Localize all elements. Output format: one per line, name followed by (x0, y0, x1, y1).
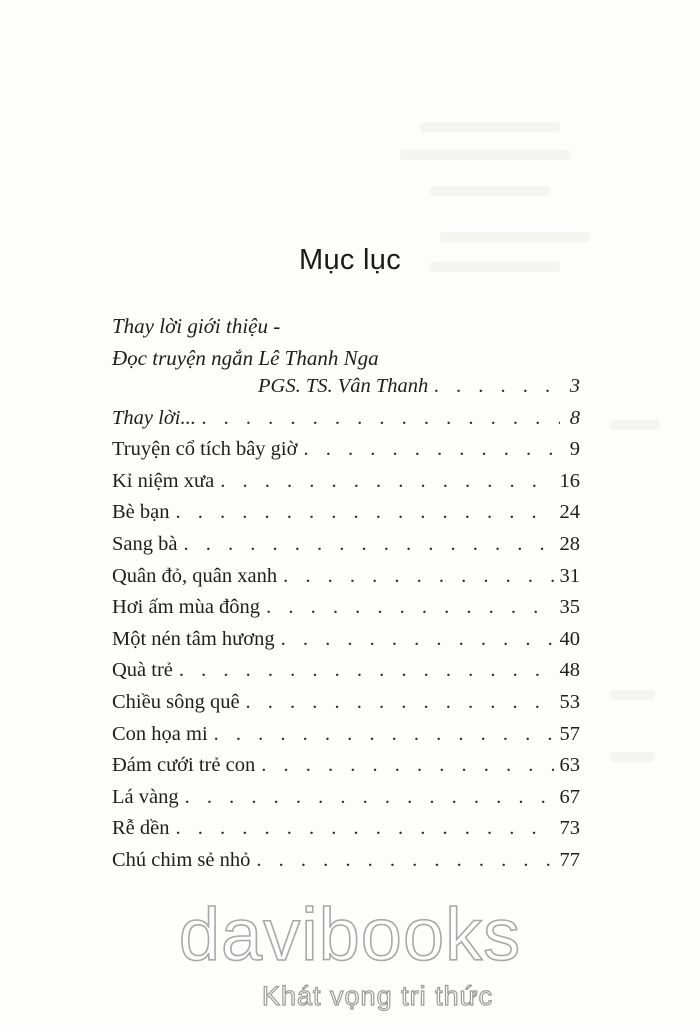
toc-entry[interactable] (112, 533, 580, 565)
toc-entry-page: 24 (559, 501, 580, 524)
dot-leader (176, 817, 554, 840)
dot-leader (281, 628, 554, 651)
toc-entry-title: Truyện cổ tích bây giờ (112, 438, 298, 461)
toc-entry-title: Chiều sông quê (112, 690, 240, 713)
dot-leader (214, 723, 554, 746)
toc-entry[interactable] (112, 596, 580, 628)
toc-entry-page: 40 (559, 627, 580, 650)
bleed-through-mark (610, 420, 660, 430)
dot-leader (185, 786, 554, 809)
bleed-through-mark (400, 150, 570, 160)
toc-entry[interactable] (112, 659, 580, 691)
toc-entry-page: 48 (559, 659, 580, 682)
page-title: Mục lục (298, 244, 401, 276)
toc-entry-title: Thay lời... (112, 406, 196, 429)
toc-entry-title: Một nén tâm hương (112, 627, 275, 650)
toc-entry[interactable] (112, 375, 580, 407)
watermark-slogan: Khát vọng tri thức (262, 981, 494, 1011)
toc-entry-page: 9 (569, 438, 580, 461)
dot-leader (256, 849, 553, 872)
dot-leader (179, 659, 554, 682)
toc-entry-title: Con họa mi (112, 722, 208, 745)
toc-entry[interactable] (112, 786, 580, 818)
bleed-through-mark (430, 186, 550, 196)
dot-leader (202, 407, 560, 430)
dot-leader (220, 470, 553, 493)
toc-entry[interactable] (112, 849, 580, 881)
toc-entry-title: Sang bà (112, 532, 178, 555)
toc-entry-page: 57 (559, 722, 580, 745)
toc-entry[interactable] (112, 501, 580, 533)
dot-leader (183, 533, 553, 556)
toc-entry-title: PGS. TS. Vân Thanh (258, 375, 429, 397)
toc-entry[interactable] (112, 691, 580, 723)
intro-heading (112, 311, 582, 375)
toc-entry-title: Rễ dền (112, 817, 170, 840)
toc-entry-page: 53 (559, 690, 580, 713)
toc-entry-title: Hơi ấm mùa đông (112, 596, 261, 619)
toc-entry-title: Bè bạn (112, 501, 170, 524)
toc-entry-page: 3 (569, 375, 580, 397)
toc-entry-title: Quà trẻ (112, 659, 173, 682)
bleed-through-mark (420, 122, 560, 132)
toc-entry-page: 77 (559, 848, 580, 871)
dot-leader (303, 438, 560, 461)
watermark-brand: davibooks (178, 893, 522, 976)
toc-entry[interactable] (112, 438, 580, 470)
toc-entry[interactable] (112, 754, 580, 786)
dot-leader (261, 754, 553, 777)
toc-entry[interactable] (112, 817, 580, 849)
table-of-contents (112, 311, 580, 881)
dot-leader (246, 691, 554, 714)
toc-entry[interactable] (112, 470, 580, 502)
intro-line: Thay lời giới thiệu - (112, 314, 281, 338)
bleed-through-mark (440, 232, 590, 242)
toc-entry-page: 35 (559, 596, 580, 619)
toc-entry-page: 63 (559, 754, 580, 777)
dot-leader (266, 596, 553, 619)
toc-entry-page: 31 (559, 564, 580, 587)
toc-entry-page: 73 (559, 817, 580, 840)
toc-entry[interactable] (112, 723, 580, 755)
toc-entry-title: Quân đỏ, quân xanh (112, 564, 278, 587)
toc-entry[interactable] (112, 628, 580, 660)
toc-entry-title: Kỉ niệm xưa (112, 469, 215, 492)
toc-entry[interactable] (112, 407, 580, 439)
toc-entry-title: Đám cưới trẻ con (112, 754, 256, 777)
toc-entry-page: 8 (569, 406, 580, 429)
intro-line: Đọc truyện ngắn Lê Thanh Nga (112, 346, 379, 370)
bleed-through-mark (610, 690, 655, 700)
dot-leader (176, 501, 554, 524)
toc-entry-title: Chú chim sẻ nhỏ (112, 848, 251, 871)
dot-leader (434, 375, 560, 398)
toc-entry[interactable] (112, 565, 580, 597)
toc-entry-title: Lá vàng (112, 785, 179, 808)
bleed-through-mark (610, 752, 655, 762)
toc-entry-page: 16 (559, 469, 580, 492)
toc-entry-page: 28 (559, 532, 580, 555)
dot-leader (283, 565, 553, 588)
toc-entry-page: 67 (559, 785, 580, 808)
